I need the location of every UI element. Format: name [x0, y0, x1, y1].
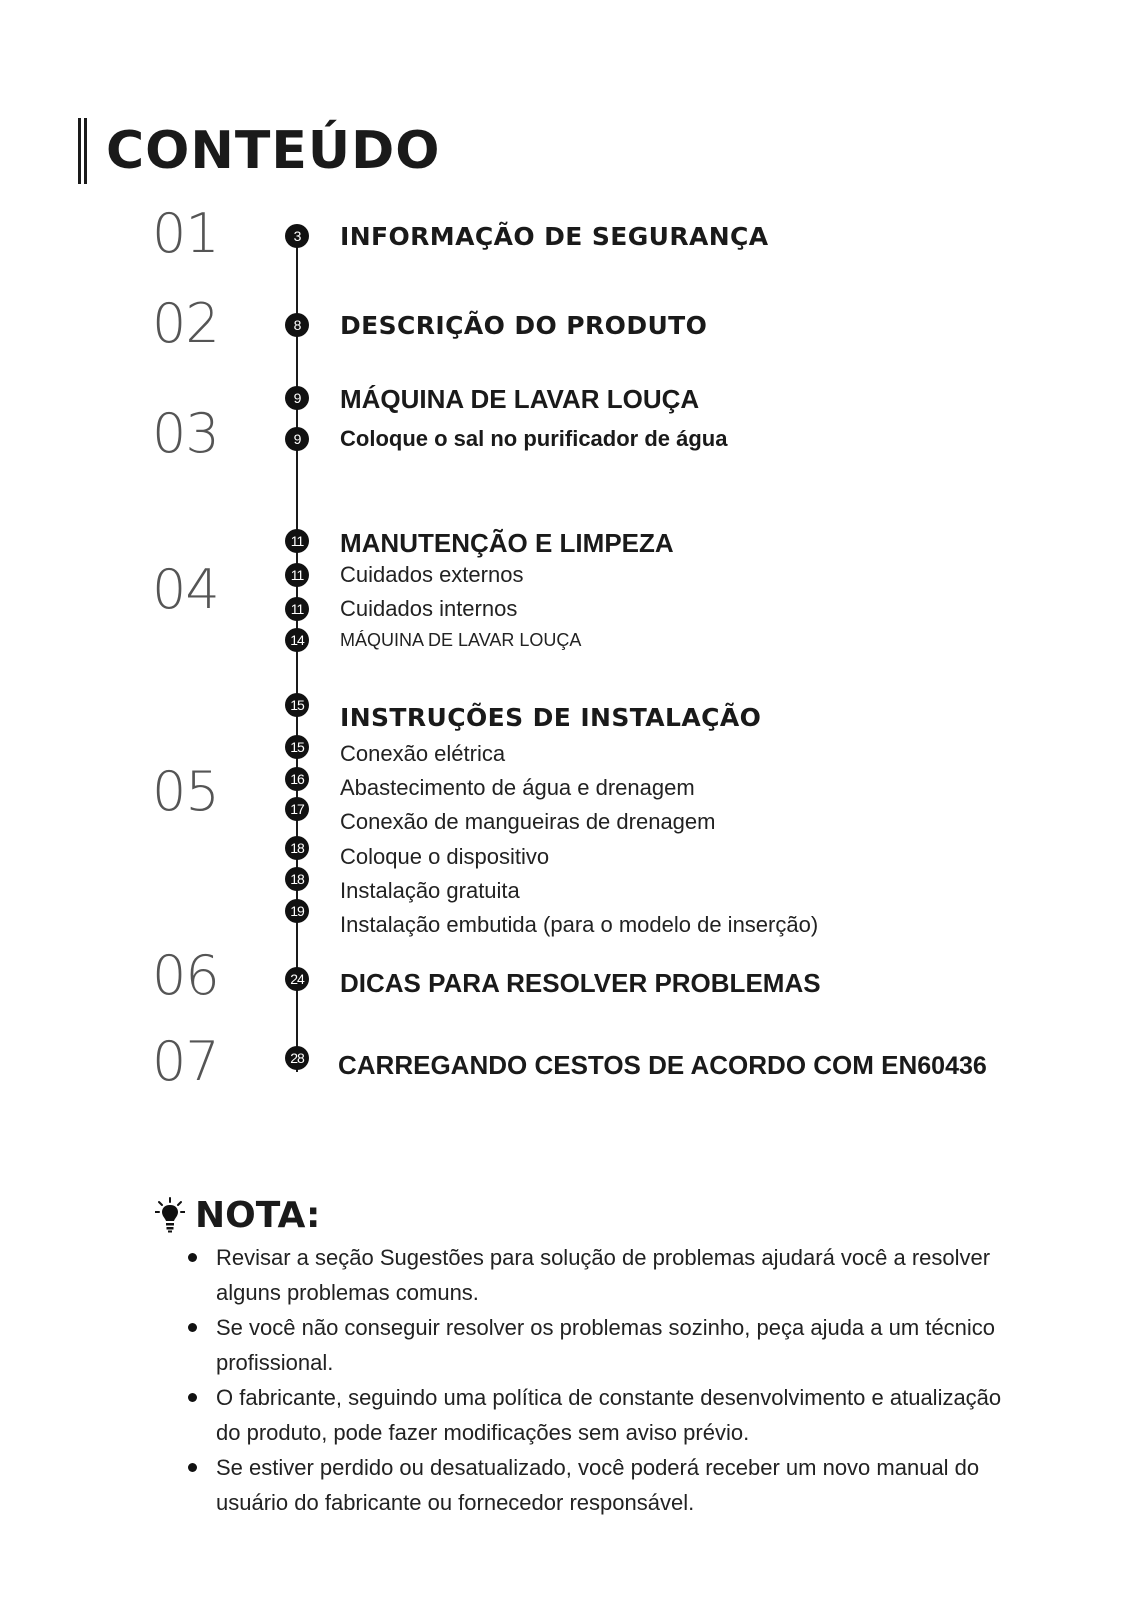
note-item — [188, 1380, 1028, 1450]
toc-entry-manutencao-limpeza[interactable]: MANUTENÇÃO E LIMPEZA — [340, 528, 674, 558]
toc-entry-carregando-cestos-text: CARREGANDO CESTOS DE ACORDO COM EN — [338, 1050, 918, 1080]
section-number-01: 01 — [152, 202, 219, 265]
section-number-02: 02 — [152, 292, 219, 355]
toc-entry-dicas-problemas[interactable]: DICAS PARA RESOLVER PROBLEMAS — [340, 968, 821, 998]
page-badge: 11 — [285, 597, 309, 621]
standard-number: 60436 — [917, 1052, 987, 1080]
toc-entry-conexao-mangueiras[interactable]: Conexão de mangueiras de drenagem — [340, 809, 716, 834]
section-number-05: 05 — [152, 760, 219, 823]
toc-entry-maquina-lavar-louca-2[interactable]: MÁQUINA DE LAVAR LOUÇA — [340, 630, 582, 650]
bullet-icon — [188, 1253, 197, 1262]
note-item-text: Revisar a seção Sugestões para solução de problemas ajudará você a resolver alguns problemas comuns. — [216, 1245, 991, 1305]
page-badge: 11 — [285, 563, 309, 587]
section-number-04: 04 — [152, 558, 219, 621]
note-title: NOTA: — [195, 1195, 321, 1236]
toc-entry-coloque-dispositivo[interactable]: Coloque o dispositivo — [340, 844, 550, 869]
bullet-icon — [188, 1323, 197, 1332]
note-list — [188, 1240, 1028, 1520]
bullet-icon — [188, 1393, 197, 1402]
note-item-text: O fabricante, seguindo uma política de constante desenvolvimento e atualização do produto, pode fazer modificações sem aviso prévio. — [216, 1385, 1002, 1445]
toc-entry-sal-purificador[interactable]: Coloque o sal no purificador de água — [340, 426, 728, 451]
page-badge: 14 — [285, 628, 309, 652]
section-number-06: 06 — [152, 944, 219, 1007]
page-badge: 24 — [285, 967, 309, 991]
page-badge: 15 — [285, 735, 309, 759]
page-title: CONTEÚDO — [106, 121, 441, 181]
toc-entry-instrucoes-instalacao[interactable]: INSTRUÇÕES DE INSTALAÇÃO — [340, 703, 762, 732]
title-bar-right — [84, 118, 87, 184]
bullet-icon — [188, 1463, 197, 1472]
page-badge: 15 — [285, 693, 309, 717]
toc-entry-instalacao-gratuita[interactable]: Instalação gratuita — [340, 878, 520, 903]
page-badge: 19 — [285, 899, 309, 923]
section-number-07: 07 — [152, 1030, 219, 1093]
note-item-text: Se você não conseguir resolver os problemas sozinho, peça ajuda a um técnico profissional. — [216, 1315, 996, 1375]
toc-entry-conexao-eletrica[interactable]: Conexão elétrica — [340, 741, 506, 766]
note-item — [188, 1450, 1028, 1520]
note-item — [188, 1310, 1028, 1380]
page-badge: 8 — [285, 313, 309, 337]
note-item-text: Se estiver perdido ou desatualizado, você poderá receber um novo manual do usuário do fabricante ou fornecedor responsável. — [216, 1455, 980, 1515]
page-badge: 17 — [285, 797, 309, 821]
title-bar-left — [78, 118, 81, 184]
page-badge: 9 — [285, 427, 309, 451]
page-badge: 18 — [285, 836, 309, 860]
page-badge: 18 — [285, 867, 309, 891]
toc-entry-abastecimento-agua[interactable]: Abastecimento de água e drenagem — [340, 775, 695, 800]
toc-entry-descricao-produto[interactable]: DESCRIÇÃO DO PRODUTO — [340, 311, 708, 340]
page-badge: 28 — [285, 1046, 309, 1070]
toc-entry-cuidados-internos[interactable]: Cuidados internos — [340, 596, 518, 621]
toc-entry-informacao-seguranca[interactable]: INFORMAÇÃO DE SEGURANÇA — [340, 222, 769, 251]
toc-entry-cuidados-externos[interactable]: Cuidados externos — [340, 562, 524, 587]
page-badge: 3 — [285, 224, 309, 248]
page-badge: 11 — [285, 529, 309, 553]
page-badge: 9 — [285, 386, 309, 410]
section-number-03: 03 — [152, 402, 219, 465]
page-badge: 16 — [285, 767, 309, 791]
lightbulb-icon — [155, 1197, 185, 1233]
note-item — [188, 1240, 1028, 1310]
toc-entry-carregando-cestos[interactable] — [338, 1050, 987, 1081]
toc-timeline — [296, 236, 298, 1072]
toc-entry-maquina-lavar-louca[interactable]: MÁQUINA DE LAVAR LOUÇA — [340, 384, 700, 414]
toc-entry-instalacao-embutida[interactable]: Instalação embutida (para o modelo de inserção) — [340, 912, 819, 937]
